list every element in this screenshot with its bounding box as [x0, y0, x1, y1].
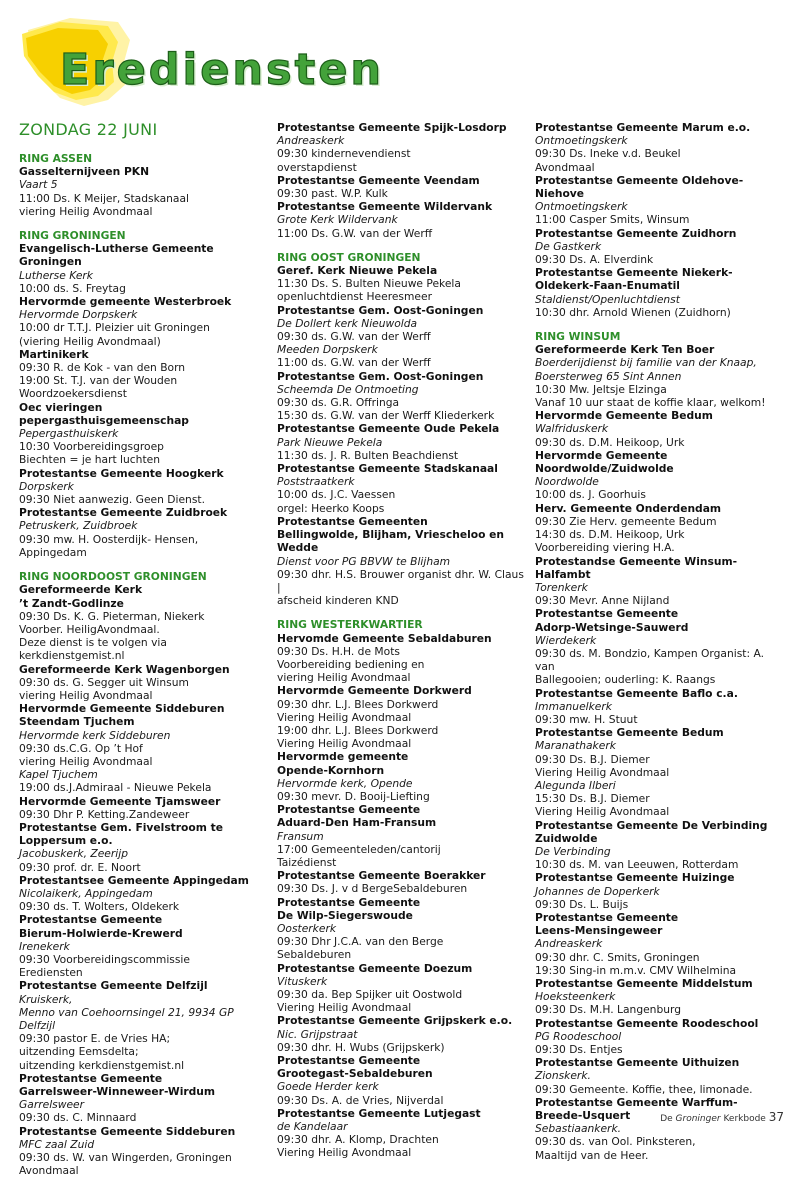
page-number: 37 — [768, 1110, 784, 1124]
ring-heading: RING GRONINGEN — [19, 229, 126, 243]
church-location: Torenkerk — [535, 580, 588, 594]
service-detail: Ballegooien; ouderling: K. Raangs — [535, 673, 716, 687]
church-location: Noordwolde — [535, 475, 599, 489]
congregation-name: Protestantse Gemeente — [277, 895, 421, 909]
service-detail: openluchtdienst Heeresmeer — [277, 290, 432, 304]
congregation-name: Gasselternijveen PKN — [19, 165, 150, 179]
congregation-name: Garrelsweer-Winneweer-Wirdum — [19, 1085, 216, 1099]
congregation-name: Protestantse Gemeente Bedum — [535, 726, 724, 740]
service-detail: overstapdienst — [277, 160, 357, 174]
service-detail: 09:30 Ds. J. v d BergeSebaldeburen — [277, 882, 468, 896]
service-detail: viering Heilig Avondmaal — [19, 688, 153, 702]
congregation-name: Protestantse Gemeente — [535, 607, 679, 621]
congregation-name: Protestantse Gemeente Baflo c.a. — [535, 686, 738, 700]
church-location: Menno van Coehoornsingel 21, 9934 GP Delfzijl — [19, 1005, 234, 1032]
service-detail: 09:30 ds. C. Minnaard — [19, 1111, 137, 1125]
congregation-name: Hervomde Gemeente Sebaldaburen — [277, 631, 492, 645]
service-detail: Maaltijd van de Heer. — [535, 1148, 649, 1162]
service-detail: 09:30 Ds. A. Elverdink — [535, 253, 654, 267]
congregation-name: Protestantse Gemeente Hoogkerk — [19, 466, 224, 480]
congregation-name: Protestantse Gemeente Wildervank — [277, 200, 493, 214]
church-location: Dienst voor PG BBVW te Blijham — [277, 554, 451, 568]
service-detail: Vanaf 10 uur staat de koffie klaar, welkom! — [535, 396, 766, 410]
service-detail: Voorbereiding viering H.A. — [535, 541, 675, 555]
congregation-name: Hervormde Gemeente Noordwolde/Zuidwolde — [535, 448, 674, 476]
service-detail: 09:30 Ds. L. Buijs — [535, 897, 629, 911]
congregation-name: Opende-Kornhorn — [277, 763, 385, 777]
service-detail: 09:30 ds. van Ool. Pinksteren, — [535, 1135, 696, 1149]
service-detail: Biechten = je hart luchten — [19, 453, 160, 467]
church-location: Immanuelkerk — [535, 699, 612, 713]
date-heading: ZONDAG 22 JUNI — [19, 120, 158, 139]
congregation-name: Protestantse Gemeente Doezum — [277, 961, 473, 975]
church-location: Kapel Tjuchem — [19, 768, 98, 782]
church-location: De Dollert kerk Nieuwolda — [277, 316, 418, 330]
congregation-name: Oec vieringen — [19, 400, 103, 414]
church-location: Nicolaikerk, Appingedam — [19, 886, 153, 900]
congregation-name: De Wilp-Siegerswoude — [277, 908, 413, 922]
service-detail: 14:30 ds. D.M. Heikoop, Urk — [535, 528, 685, 542]
column-3 — [535, 121, 783, 1162]
service-detail: 19:00 St. T.J. van der Wouden — [19, 374, 178, 388]
ring-heading: RING WESTERKWARTIER — [277, 618, 423, 632]
church-location: Ontmoetingskerk — [535, 200, 628, 214]
congregation-name: Protestantse Gemeente Huizinge — [535, 871, 735, 885]
congregation-name: Grootegast-Sebaldeburen — [277, 1067, 433, 1081]
congregation-name: Protestantse Gemeente Zuidhorn — [535, 226, 737, 240]
service-detail: Avondmaal — [535, 160, 595, 174]
masthead-title: Erediensten — [60, 45, 384, 95]
congregation-name: Evangelisch-Lutherse Gemeente Groningen — [19, 242, 214, 269]
service-detail: 09:30 R. de Kok - van den Born — [19, 361, 186, 375]
church-location: Fransum — [277, 829, 324, 843]
congregation-name: Protestantse Gemeente — [277, 803, 421, 817]
church-location: Sebastiaankerk. — [535, 1122, 622, 1136]
service-detail: 09:30 dhr. H.S. Brouwer organist dhr. W. Claus | — [277, 567, 524, 594]
church-location: Vituskerk — [277, 974, 328, 988]
service-detail: 09:30 Mevr. Anne Nijland — [535, 594, 670, 608]
service-detail: 09:30 da. Bep Spijker uit Oostwold — [277, 988, 463, 1001]
church-location: Poststraatkerk — [277, 475, 355, 489]
congregation-name: Hervormde gemeente Westerbroek — [19, 295, 232, 309]
congregation-name: Protestantse Gemeente Oldehove-Niehove — [535, 173, 744, 201]
congregation-name: Gereformeerde Kerk Wagenborgen — [19, 662, 230, 676]
service-detail: 09:30 dhr. L.J. Blees Dorkwerd — [277, 697, 439, 711]
congregation-name: Protestantse Gem. Oost-Goningen — [277, 303, 484, 317]
church-location: Kruiskerk, — [19, 992, 73, 1006]
service-detail: 11:00 Casper Smits, Winsum — [535, 213, 690, 227]
congregation-name: Protestantse Gemeente Boerakker — [277, 869, 486, 883]
service-detail: 11:30 ds. J. R. Bulten Beachdienst — [277, 448, 459, 462]
service-detail: 11:00 Ds. G.W. van der Werff — [277, 226, 433, 240]
congregation-name: Aduard-Den Ham-Fransum — [277, 816, 437, 830]
service-detail: uitzending Eemsdelta; — [19, 1045, 139, 1059]
congregation-name: Protestantse Gemeente — [19, 913, 163, 927]
church-location: Maranathakerk — [535, 739, 616, 753]
church-location: Boerderijdienst bij familie van der Knaap, — [535, 356, 757, 370]
church-location: Andreaskerk — [535, 937, 603, 951]
service-detail: 09:30 Ds. K. G. Pieterman, Niekerk — [19, 609, 205, 623]
service-detail: Viering Heilig Avondmaal — [277, 737, 412, 751]
church-location: de Kandelaar — [277, 1120, 348, 1134]
service-detail: Viering Heilig Avondmaal — [277, 710, 412, 724]
church-location: Nic. Grijpstraat — [277, 1027, 358, 1041]
service-detail: 09:30 Niet aanwezig. Geen Dienst. — [19, 493, 205, 507]
service-detail: 10:00 dr T.T.J. Pleizier uit Groningen — [19, 321, 210, 335]
service-detail: uitzending kerkdienstgemist.nl — [19, 1058, 185, 1072]
church-location: Irenekerk — [19, 939, 70, 953]
church-location: Alegunda Ilberi — [535, 778, 616, 792]
congregation-name: Martinikerk — [19, 347, 89, 361]
service-detail: 09:30 mevr. D. Booij-Liefting — [277, 789, 430, 803]
congregation-name: Gereformeerde Kerk — [19, 583, 143, 597]
congregation-name: Protestantse Gemeente Middelstum — [535, 977, 753, 990]
congregation-name: Protestantse Gemeente — [19, 1071, 163, 1085]
ring-heading: RING WINSUM — [535, 330, 621, 344]
congregation-name: Geref. Kerk Nieuwe Pekela — [277, 264, 438, 278]
church-location: Johannes de Doperkerk — [535, 884, 660, 898]
service-detail: 10:00 ds. J.C. Vaessen — [277, 488, 396, 502]
congregation-name: Protestantse Gemeente Roodeschool — [535, 1016, 759, 1030]
congregation-name: Bierum-Holwierde-Krewerd — [19, 926, 183, 940]
congregation-name: Gereformeerde Kerk Ten Boer — [535, 343, 715, 357]
service-detail: 09:30 Ds. Ineke v.d. Beukel — [535, 147, 681, 161]
church-location: Boersterweg 65 Sint Annen — [535, 369, 682, 383]
service-detail: 09:30 pastor E. de Vries HA; — [19, 1032, 171, 1046]
service-detail: 09:30 past. W.P. Kulk — [277, 187, 388, 201]
service-detail: 10:30 ds. M. van Leeuwen, Rotterdam — [535, 858, 739, 872]
congregation-name: ’t Zandt-Godlinze — [19, 596, 124, 610]
church-location: Lutherse Kerk — [19, 268, 93, 282]
service-detail: 11:00 Ds. K Meijer, Stadskanaal — [19, 191, 189, 205]
congregation-name: Protestandse Gemeente Winsum-Halfambt — [535, 554, 738, 581]
congregation-name: Hervormde Gemeente Dorkwerd — [277, 684, 472, 698]
congregation-name: Protestantse Gemeente Zuidbroek — [19, 506, 228, 520]
congregation-name: Hervormde gemeente — [277, 750, 409, 764]
service-detail: 09:30 kindernevendienst — [277, 147, 411, 161]
service-detail: Viering Heilig Avondmaal — [277, 1001, 412, 1015]
service-detail: 09:30 ds. G. Segger uit Winsum — [19, 675, 189, 689]
congregation-name: Protestantse Gemeente Warffum-Breede-Usquert — [535, 1095, 738, 1123]
church-location: MFC zaal Zuid — [19, 1137, 95, 1151]
service-detail: 10:30 Mw. Jeltsje Elzinga — [535, 382, 667, 396]
church-location: Dorpskerk — [19, 479, 74, 493]
church-location: Goede Herder kerk — [277, 1080, 379, 1094]
service-detail: viering Heilig Avondmaal — [277, 671, 411, 685]
church-location: Hervormde Dorpskerk — [19, 308, 138, 322]
congregation-name: Protestantse Gemeente — [535, 910, 679, 924]
church-location: De Gastkerk — [535, 239, 602, 253]
ring-heading: RING OOST GRONINGEN — [277, 250, 421, 264]
service-detail: 09:30 Dhr P. Ketting.Zandeweer — [19, 807, 190, 821]
congregation-name: Adorp-Wetsinge-Sauwerd — [535, 620, 689, 634]
service-detail: Viering Heilig Avondmaal — [535, 765, 670, 779]
church-location: Walfriduskerk — [535, 422, 609, 436]
congregation-name: Protestantse Gemeente Oude Pekela — [277, 422, 500, 436]
congregation-name: Leens-Mensingeweer — [535, 924, 663, 938]
congregation-name: Bellingwolde, Blijham, Vriescheloo en Wedde — [277, 528, 505, 555]
service-detail: 19:30 Sing-in m.m.v. CMV Wilhelmina — [535, 963, 737, 977]
service-detail: 15:30 Ds. B.J. Diemer — [535, 792, 650, 806]
service-detail: 09:30 mw. H. Stuut — [535, 712, 638, 726]
service-detail: Deze dienst is te volgen via kerkdienstgemist.nl — [19, 636, 167, 663]
service-detail: 09:30 dhr. C. Smits, Groningen — [535, 950, 700, 964]
column-2 — [277, 121, 525, 1160]
service-detail: Voorbereiding bediening en — [277, 657, 425, 671]
congregation-name: Protestantse Gemeente Delfzijl — [19, 979, 208, 993]
service-detail: 17:00 Gemeenteleden/cantorij — [277, 842, 441, 856]
church-location: Pepergasthuiskerk — [19, 427, 119, 441]
service-detail: Viering Heilig Avondmaal — [535, 805, 670, 819]
congregation-name: Protestantse Gemeente Uithuizen — [535, 1056, 740, 1070]
church-location: Staldienst/Openluchtdienst — [535, 292, 680, 306]
service-detail: 09:30 dhr. A. Klomp, Drachten — [277, 1133, 439, 1147]
service-detail: 09:30 Ds. A. de Vries, Nijverdal — [277, 1093, 444, 1107]
church-location: Hervormde kerk, Opende — [277, 776, 413, 790]
church-location: Jacobuskerk, Zeerijp — [19, 847, 128, 861]
service-detail: 09:30 Ds. M.H. Langenburg — [535, 1003, 682, 1017]
church-location: Petruskerk, Zuidbroek — [19, 519, 138, 533]
service-detail: Woordzoekersdienst — [19, 387, 127, 401]
church-location: Vaart 5 — [19, 178, 58, 192]
church-location: Meeden Dorpskerk — [277, 343, 378, 357]
congregation-name: Protestantse Gemeenten — [277, 514, 428, 528]
service-detail: 09:30 Dhr J.C.A. van den Berge — [277, 935, 444, 949]
service-detail: 09:30 dhr. H. Wubs (Grijpskerk) — [277, 1040, 445, 1054]
service-detail: 09:30 Ds. H.H. de Mots — [277, 644, 400, 658]
service-detail: afscheid kinderen KND — [277, 594, 399, 608]
congregation-name: pepergasthuisgemeenschap — [19, 413, 189, 427]
church-location: PG Roodeschool — [535, 1029, 622, 1043]
church-location: Grote Kerk Wildervank — [277, 213, 398, 227]
congregation-name: Protestantse Gemeente Niekerk-Oldekerk-Faan-Enumatil — [535, 266, 733, 293]
congregation-name: Protestantse Gem. Fivelstroom te Loppersum e.o. — [19, 820, 223, 848]
service-detail: 09:30 prof. dr. E. Noort — [19, 860, 141, 874]
service-detail: 09:30 Ds. B.J. Diemer — [535, 752, 650, 766]
service-detail: 09:30 ds. D.M. Heikoop, Urk — [535, 435, 685, 449]
service-detail: 19:00 ds.J.Admiraal - Nieuwe Pekela — [19, 781, 212, 795]
ring-heading: RING ASSEN — [19, 152, 93, 165]
congregation-name: Protestantse Gemeente Marum e.o. — [535, 121, 751, 134]
service-detail: 11:30 Ds. S. Bulten Nieuwe Pekela — [277, 277, 461, 291]
service-detail: 11:00 ds. G.W. van der Werff — [277, 356, 431, 370]
footer-prefix: De — [660, 1114, 673, 1124]
church-location: Hoeksteenkerk — [535, 990, 616, 1004]
service-detail: (viering Heilig Avondmaal) — [19, 334, 161, 348]
church-location: Garrelsweer — [19, 1098, 85, 1112]
service-detail: 09:30 ds. M. Bondzio, Kampen Organist: A. van — [535, 646, 764, 674]
service-detail: Sebaldeburen — [277, 948, 352, 962]
service-detail: 15:30 ds. G.W. van der Werff Kliederkerk — [277, 409, 495, 423]
congregation-name: Protestantse Gemeente De Verbinding Zuidwolde — [535, 818, 768, 845]
service-detail: 09:30 ds. G.W. van der Werff — [277, 330, 431, 344]
service-detail: 09:30 mw. H. Oosterdijk- Hensen, Appingedam — [19, 532, 199, 559]
church-location: Andreaskerk — [277, 134, 345, 148]
congregation-name: Hervormde Gemeente Siddeburen Steendam Tjuchem — [19, 702, 225, 729]
church-location: Ontmoetingskerk — [535, 134, 628, 148]
congregation-name: Hervormde Gemeente Bedum — [535, 409, 713, 423]
congregation-name: Protestantse Gemeente Spijk-Losdorp — [277, 121, 507, 134]
congregation-name: Protestantse Gemeente Grijpskerk e.o. — [277, 1014, 513, 1028]
congregation-name: Protestantse Gemeente Lutjegast — [277, 1106, 481, 1120]
congregation-name: Protestantsee Gemeente Appingedam — [19, 873, 249, 887]
service-detail: 09:30 Gemeente. Koffie, thee, limonade. — [535, 1082, 753, 1096]
service-detail: 19:00 dhr. L.J. Blees Dorkwerd — [277, 723, 439, 737]
service-detail: 09:30 Ds. Entjes — [535, 1043, 623, 1057]
congregation-name: Protestantse Gem. Oost-Goningen — [277, 369, 484, 383]
service-detail: 10:30 dhr. Arnold Wienen (Zuidhorn) — [535, 305, 731, 319]
service-detail: 09:30 Voorbereidingscommissie — [19, 952, 190, 966]
service-detail: Viering Heilig Avondmaal — [277, 1146, 412, 1160]
congregation-name: Protestantse Gemeente Veendam — [277, 173, 480, 187]
church-location: Oosterkerk — [277, 921, 337, 935]
service-detail: Taizédienst — [277, 855, 337, 869]
service-detail: Voorber. HeiligAvondmaal. — [19, 622, 160, 636]
congregation-name: Hervormde Gemeente Tjamsweer — [19, 794, 221, 808]
service-detail: viering Heilig Avondmaal — [19, 204, 153, 218]
church-location: Zionskerk. — [535, 1069, 591, 1083]
service-detail: 09:30 ds.C.G. Op ’t Hof — [19, 741, 143, 755]
footer-suffix: Kerkbode — [723, 1114, 766, 1124]
service-detail: Avondmaal — [19, 1164, 79, 1177]
footer-magazine-name: Groninger — [675, 1114, 721, 1124]
congregation-name: Herv. Gemeente Onderdendam — [535, 501, 722, 515]
page-footer — [660, 1110, 784, 1124]
service-detail: 09:30 Zie Herv. gemeente Bedum — [535, 514, 717, 528]
service-detail: 09:30 ds. G.R. Offringa — [277, 396, 400, 410]
service-detail: 10:00 ds. J. Goorhuis — [535, 488, 646, 502]
congregation-name: Protestantse Gemeente Siddeburen — [19, 1124, 236, 1138]
service-detail: 10:30 Voorbereidingsgroep — [19, 440, 164, 454]
masthead-area — [0, 0, 800, 115]
service-detail: Erediensten — [19, 966, 83, 980]
ring-heading: RING NOORDOOST GRONINGEN — [19, 570, 207, 584]
service-detail: orgel: Heerko Koops — [277, 501, 385, 515]
service-detail: 10:00 ds. S. Freytag — [19, 281, 126, 295]
column-1 — [19, 152, 267, 1177]
service-detail: 09:30 ds. T. Wolters, Oldekerk — [19, 900, 180, 914]
congregation-name: Protestantse Gemeente Stadskanaal — [277, 462, 498, 476]
church-location: Hervormde kerk Siddeburen — [19, 728, 171, 742]
church-location: Scheemda De Ontmoeting — [277, 382, 419, 396]
service-detail: 09:30 ds. W. van Wingerden, Groningen — [19, 1151, 232, 1165]
church-location: Park Nieuwe Pekela — [277, 435, 383, 449]
congregation-name: Protestantse Gemeente — [277, 1054, 421, 1068]
church-location: Wierdekerk — [535, 633, 597, 647]
church-location: De Verbinding — [535, 844, 611, 858]
service-detail: viering Heilig Avondmaal — [19, 754, 153, 768]
